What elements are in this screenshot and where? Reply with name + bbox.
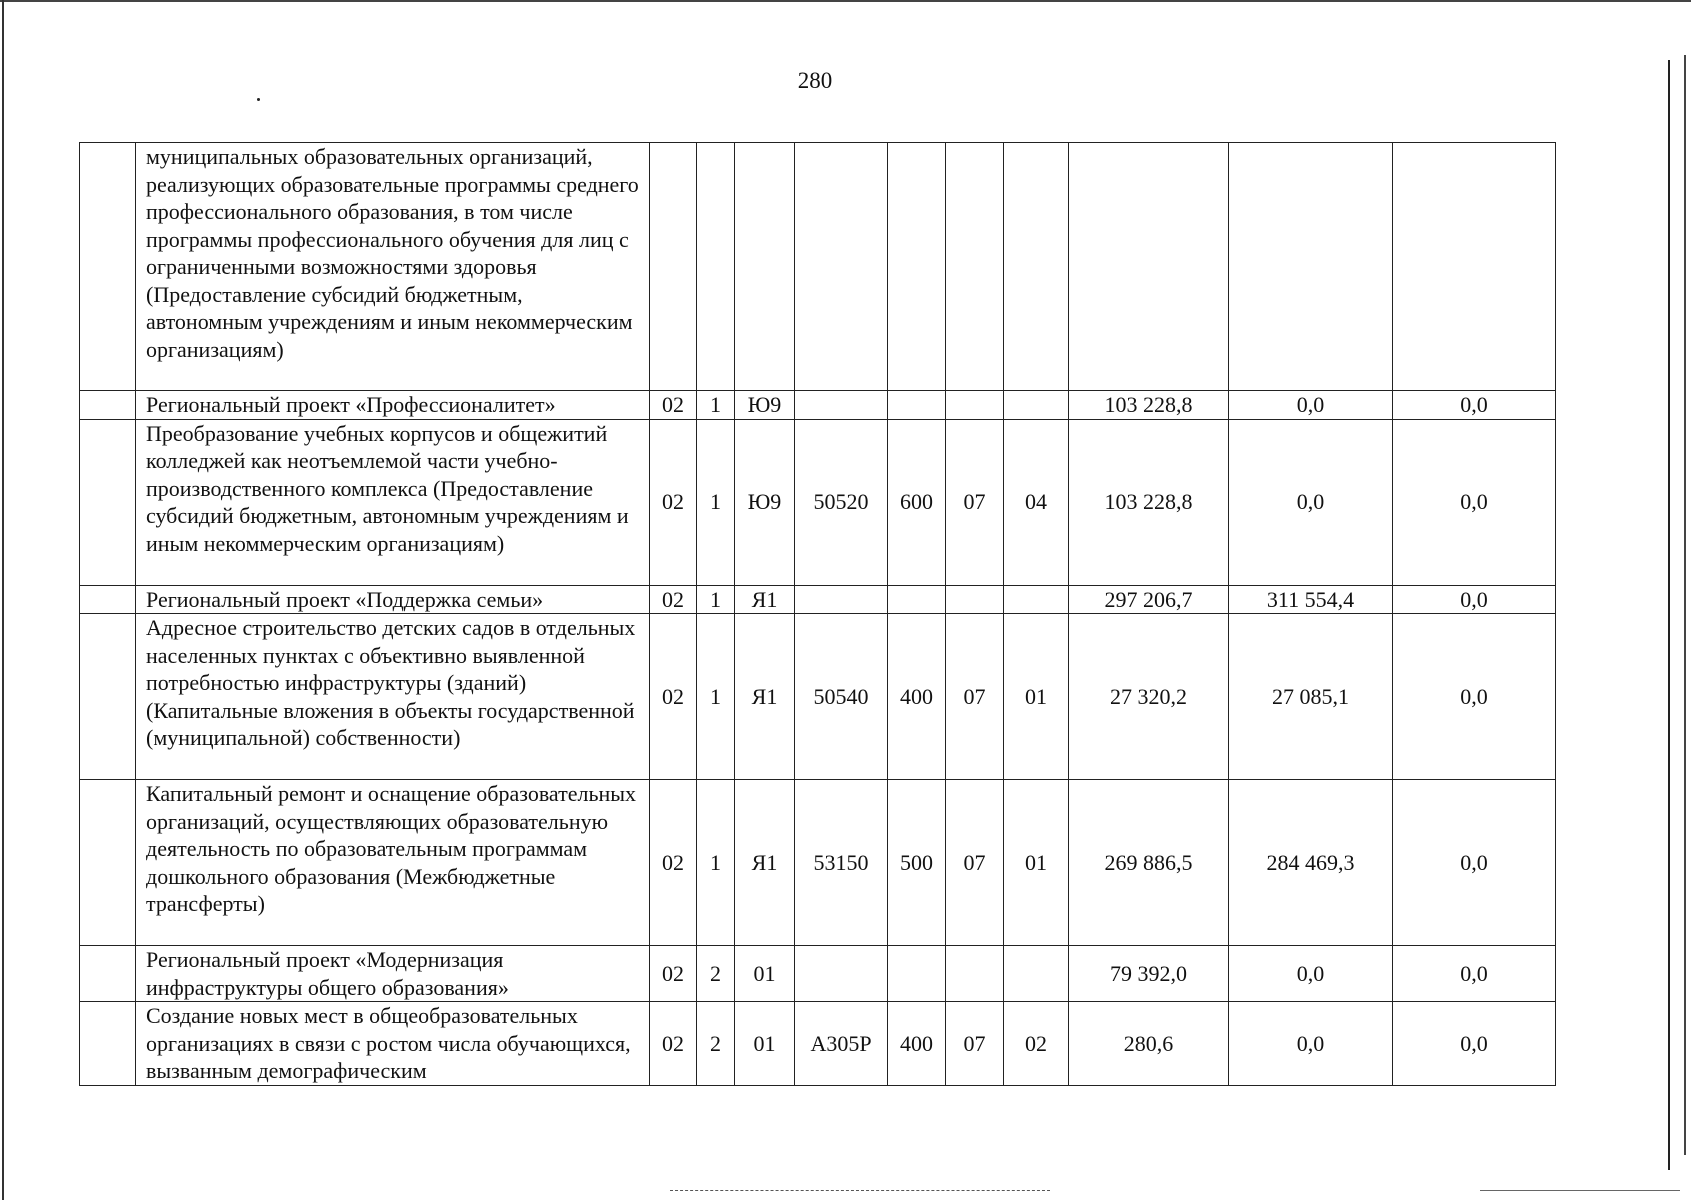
cell-project: Я1 bbox=[735, 585, 795, 614]
cell-subprogram: 1 bbox=[697, 419, 735, 585]
cell-subprogram bbox=[697, 143, 735, 391]
cell-project bbox=[735, 143, 795, 391]
cell-subsection: 04 bbox=[1004, 419, 1069, 585]
cell-program: 02 bbox=[650, 585, 697, 614]
cell-expense-type: 400 bbox=[888, 1002, 946, 1086]
cell-expense-type: 500 bbox=[888, 780, 946, 946]
row-description: Адресное строительство детских садов в отдельных населенных пунктах с объективно выявленной потребностью инфраструктуры (зданий) (Капитальные вложения в объекты государственной (муниципальной) собственности) bbox=[136, 614, 650, 780]
cell-program: 02 bbox=[650, 391, 697, 420]
cell-subprogram: 1 bbox=[697, 585, 735, 614]
cell-section: 07 bbox=[946, 780, 1004, 946]
cell-section bbox=[946, 391, 1004, 420]
row-description: муниципальных образовательных организаций, реализующих образовательные программы среднего профессионального образования, в том числе программы профессионального обучения для лиц с ограниченными возможностями здоровья (Предоставление субсидий бюджетным, автономным учреждениям и иным некоммерческим организациям) bbox=[136, 143, 650, 391]
scan-speck bbox=[257, 98, 260, 101]
cell-program bbox=[650, 143, 697, 391]
cell-section bbox=[946, 946, 1004, 1002]
cell-direction: 50540 bbox=[795, 614, 888, 780]
row-index-cell bbox=[80, 1002, 136, 1086]
cell-project: 01 bbox=[735, 946, 795, 1002]
cell-amount-year1: 79 392,0 bbox=[1069, 946, 1229, 1002]
cell-amount-year3 bbox=[1393, 143, 1556, 391]
cell-program: 02 bbox=[650, 614, 697, 780]
cell-amount-year2: 0,0 bbox=[1229, 391, 1393, 420]
cell-project: Я1 bbox=[735, 614, 795, 780]
row-description: Региональный проект «Профессионалитет» bbox=[136, 391, 650, 420]
cell-amount-year3: 0,0 bbox=[1393, 419, 1556, 585]
cell-direction: А305Р bbox=[795, 1002, 888, 1086]
cell-direction bbox=[795, 143, 888, 391]
cell-amount-year1: 103 228,8 bbox=[1069, 391, 1229, 420]
cell-project: Ю9 bbox=[735, 419, 795, 585]
cell-direction: 53150 bbox=[795, 780, 888, 946]
cell-amount-year1: 103 228,8 bbox=[1069, 419, 1229, 585]
table-row bbox=[80, 143, 1556, 391]
cell-project: Ю9 bbox=[735, 391, 795, 420]
cell-section bbox=[946, 585, 1004, 614]
row-description: Капитальный ремонт и оснащение образовательных организаций, осуществляющих образовательную деятельность по образовательным программам дошкольного образования (Межбюджетные трансферты) bbox=[136, 780, 650, 946]
cell-subsection: 01 bbox=[1004, 614, 1069, 780]
row-description: Создание новых мест в общеобразовательных организациях в связи с ростом числа обучающихся, вызванным демографическим bbox=[136, 1002, 650, 1086]
cell-amount-year2: 0,0 bbox=[1229, 946, 1393, 1002]
cell-amount-year3: 0,0 bbox=[1393, 391, 1556, 420]
table-row bbox=[80, 419, 1556, 585]
cell-amount-year2: 0,0 bbox=[1229, 1002, 1393, 1086]
budget-table bbox=[79, 142, 1556, 1086]
row-description: Преобразование учебных корпусов и общежитий колледжей как неотъемлемой части учебно-производственного комплекса (Предоставление субсидий бюджетным, автономным учреждениям и иным некоммерческим организациям) bbox=[136, 419, 650, 585]
scan-edge-right bbox=[1668, 60, 1670, 1170]
cell-expense-type bbox=[888, 143, 946, 391]
scan-edge-left bbox=[2, 0, 4, 1200]
table-row bbox=[80, 585, 1556, 614]
cell-expense-type: 400 bbox=[888, 614, 946, 780]
row-index-cell bbox=[80, 391, 136, 420]
cell-amount-year2: 311 554,4 bbox=[1229, 585, 1393, 614]
cell-subsection: 02 bbox=[1004, 1002, 1069, 1086]
cell-expense-type bbox=[888, 946, 946, 1002]
cell-section: 07 bbox=[946, 1002, 1004, 1086]
cell-direction: 50520 bbox=[795, 419, 888, 585]
table-row bbox=[80, 614, 1556, 780]
cell-subprogram: 2 bbox=[697, 1002, 735, 1086]
cell-program: 02 bbox=[650, 780, 697, 946]
cell-amount-year2: 284 469,3 bbox=[1229, 780, 1393, 946]
scan-edge-bottom bbox=[1480, 1190, 1680, 1191]
cell-subsection bbox=[1004, 143, 1069, 391]
cell-amount-year3: 0,0 bbox=[1393, 946, 1556, 1002]
cell-amount-year3: 0,0 bbox=[1393, 585, 1556, 614]
cell-project: Я1 bbox=[735, 780, 795, 946]
cell-direction bbox=[795, 946, 888, 1002]
table-row bbox=[80, 391, 1556, 420]
row-index-cell bbox=[80, 585, 136, 614]
cell-amount-year1 bbox=[1069, 143, 1229, 391]
cell-section bbox=[946, 143, 1004, 391]
cell-program: 02 bbox=[650, 946, 697, 1002]
row-index-cell bbox=[80, 614, 136, 780]
cell-amount-year2: 0,0 bbox=[1229, 419, 1393, 585]
table-row bbox=[80, 946, 1556, 1002]
scan-edge-top bbox=[0, 0, 1691, 12]
cell-amount-year3: 0,0 bbox=[1393, 614, 1556, 780]
cell-program: 02 bbox=[650, 419, 697, 585]
cell-section: 07 bbox=[946, 419, 1004, 585]
cell-subsection bbox=[1004, 946, 1069, 1002]
row-description: Региональный проект «Модернизация инфраструктуры общего образования» bbox=[136, 946, 650, 1002]
table-row bbox=[80, 1002, 1556, 1086]
scan-bottom-specks bbox=[670, 1190, 1050, 1193]
row-index-cell bbox=[80, 419, 136, 585]
cell-amount-year3: 0,0 bbox=[1393, 780, 1556, 946]
cell-amount-year3: 0,0 bbox=[1393, 1002, 1556, 1086]
cell-subprogram: 1 bbox=[697, 780, 735, 946]
cell-subsection bbox=[1004, 585, 1069, 614]
cell-amount-year1: 27 320,2 bbox=[1069, 614, 1229, 780]
row-index-cell bbox=[80, 946, 136, 1002]
cell-expense-type bbox=[888, 585, 946, 614]
cell-amount-year1: 269 886,5 bbox=[1069, 780, 1229, 946]
cell-project: 01 bbox=[735, 1002, 795, 1086]
page-number: 280 bbox=[797, 68, 833, 93]
row-description: Региональный проект «Поддержка семьи» bbox=[136, 585, 650, 614]
row-index-cell bbox=[80, 143, 136, 391]
cell-subprogram: 2 bbox=[697, 946, 735, 1002]
cell-direction bbox=[795, 391, 888, 420]
cell-amount-year2 bbox=[1229, 143, 1393, 391]
row-index-cell bbox=[80, 780, 136, 946]
cell-subprogram: 1 bbox=[697, 391, 735, 420]
cell-amount-year1: 297 206,7 bbox=[1069, 585, 1229, 614]
cell-expense-type bbox=[888, 391, 946, 420]
cell-expense-type: 600 bbox=[888, 419, 946, 585]
cell-amount-year2: 27 085,1 bbox=[1229, 614, 1393, 780]
cell-subsection bbox=[1004, 391, 1069, 420]
scan-edge-right-outer bbox=[1684, 55, 1686, 1155]
cell-amount-year1: 280,6 bbox=[1069, 1002, 1229, 1086]
table-row bbox=[80, 780, 1556, 946]
cell-program: 02 bbox=[650, 1002, 697, 1086]
cell-subprogram: 1 bbox=[697, 614, 735, 780]
cell-direction bbox=[795, 585, 888, 614]
cell-section: 07 bbox=[946, 614, 1004, 780]
cell-subsection: 01 bbox=[1004, 780, 1069, 946]
